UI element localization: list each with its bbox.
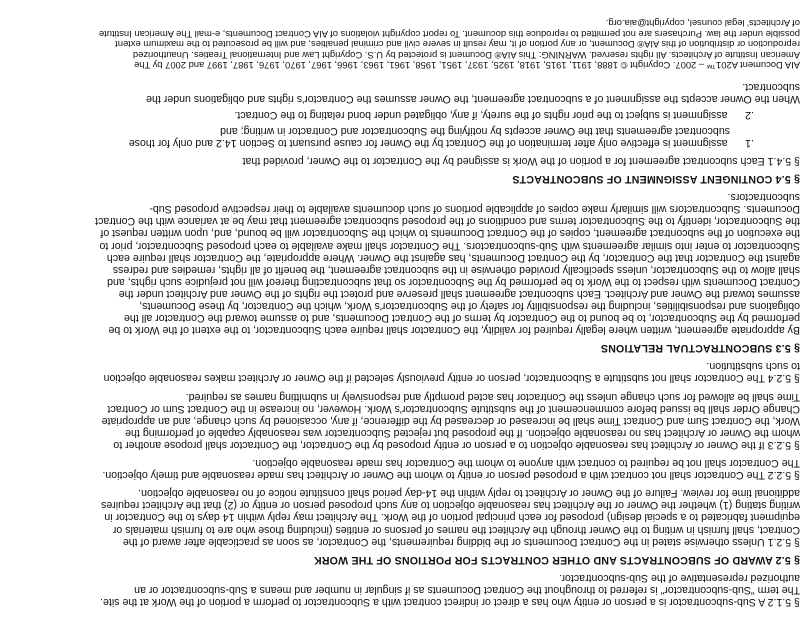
list-item-2-number: .2: [745, 108, 754, 121]
paragraph-5-4-1-closing: When the Owner accepts the assignment of a subcontract agreement, the Owner assumes the Contractor's rights and obligations under the subcontract.: [146, 80, 800, 105]
paragraph-5-2-4: § 5.2.4 The Contractor shall not substitute a Subcontractor, person or entity previously selected if the Owner or Architect makes reasonable objection to such substitution.: [103, 360, 800, 385]
list-item-2: [95, 109, 800, 121]
list-item-1: [95, 125, 800, 149]
paragraph-5-2-1: § 5.2.1 Unless otherwise stated in the Contract Documents or the bidding requirements, the Contractor, as soon as practicable after award of the Contract, shall furnish in writing to the Owner through the Architect the names of persons or entities (including those who are to furnish materials or equipment fabricated to a special design) proposed for each principal portion of the Work. The Architect may reply within 14 days to the Contractor in writing stating (1) whether the Owner or the Architect has reasonable objection to any such proposed person or entity or (2) that the Architect requires additional time for review. Failure of the Owner or Architect to reply within the 14-day period shall constitute notice of no reasonable objection.: [101, 487, 800, 548]
list-item-1-number: .1: [745, 136, 754, 149]
paragraph-5-2-3: § 5.2.3 If the Owner or Architect has reasonable objection to a person or entity proposed by the Contractor, the Contractor shall propose another to whom the Owner or Architect has no reasonable objection. If the proposed but rejected Subcontractor was reasonably capable of performing the Work, the Contract Sum and Contract Time shall be increased or decreased by the difference, if any, occasioned by such change, and an appropriate Change Order shall be issued before commencement of the substitute Subcontractor's Work. However, no increase in the Contract Sum or Contract Time shall be allowed for such change unless the Contractor has acted promptly and responsively in submitting names as required.: [101, 390, 800, 451]
paragraph-5-2-2: § 5.2.2 The Contractor shall not contract with a proposed person or entity to whom the Owner or Architect has made reasonable and timely objection. The Contractor shall not be required to contract with anyone to whom the Contractor has made reasonable objection.: [102, 457, 800, 482]
copyright-footer: AIA Document A201™ – 2007. Copyright © 1888, 1911, 1915, 1918, 1925, 1937, 1951, 1958, 1961, 1963, 1966, 1967, 1970, 1976, 1987, 1997 and 2007 by The American Institute of Architects. All rights reserved. WARNING: This AIA® Document is protected by U.S. Copyright Law and International Treaties. Unauthorized reproduction or distribution of this AIA® Document, or any portion of it, may result in severe civil and criminal penalties, and will be prosecuted to the maximum extent possible under the law. Purchasers are not permitted to reproduce this document. To report copyright violations of AIA Contract Documents, e-mail The American Institute of Architects' legal counsel, copyright@aia.org.: [98, 18, 800, 72]
list-item-1-text: assignment is effective only after termination of the Contract by the Owner for cause pursuant to Section 14.2 and only for those subcontract agreements that the Owner accepts by notifying the Subcontractor and Contractor in writing; and: [128, 124, 730, 149]
page-content-rotated: [95, 8, 800, 608]
heading-5-3: § 5.3 SUBCONTRACTUAL RELATIONS: [600, 342, 800, 355]
list-item-2-text: assignment is subject to the prior rights of the surety, if any, obligated under bond relating to the Contract.: [234, 108, 728, 121]
paragraph-5-1-2: § 5.1.2 A Sub-subcontractor is a person or entity who has a direct or indirect contract with a Subcontractor to perform a portion of the Work at the site. The term "Sub-subcontractor" is referred to throughout the Contract Documents as if singular in number and means a Sub-subcontractor or an authorized representative of the Sub-subcontractor.: [100, 571, 800, 608]
paragraph-5-3: By appropriate agreement, written where legally required for validity, the Contractor shall require each Subcontractor, to the extent of the Work to be performed by the Subcontractor, to be bound to the Contractor by terms of the Contract Documents, and to assume toward the Contractor all the obligations and responsibilities, including the responsibility for safety of the Subcontractor's Work, which the Contractor, by these Documents, assumes toward the Owner and Architect. Each subcontract agreement shall preserve and protect the rights of the Owner and Architect under the Contract Documents with respect to the Work to be performed by the Subcontractor so that subcontracting thereof will not prejudice such rights, and shall allow to the Subcontractor, unless specifically provided otherwise in the subcontract agreement, the benefit of all rights, remedies and redress against the Contractor that the Contractor, by the Contract Documents, has against the Owner. Where appropriate, the Contractor shall require each Subcontractor to enter into similar agreements with Sub-subcontractors. The Contractor shall make available to each proposed Subcontractor, prior to the execution of the subcontract agreement, copies of the Contract Documents to which the Subcontractor will be bound, and, upon written request of the Subcontractor, identify to the Subcontractor terms and conditions of the proposed subcontract agreement that may be at variance with the Contract Documents. Subcontractors will similarly make copies of applicable portions of such documents available to their respective proposed Sub-subcontractors.: [95, 191, 800, 337]
paragraph-5-4-1: § 5.4.1 Each subcontract agreement for a portion of the Work is assigned by the Contractor to the Owner, provided that: [242, 155, 800, 167]
heading-5-4: § 5.4 CONTINGENT ASSIGNMENT OF SUBCONTRACTS: [512, 173, 800, 186]
heading-5-2: § 5.2 AWARD OF SUBCONTRACTS AND OTHER CONTRACTS FOR PORTIONS OF THE WORK: [313, 553, 800, 566]
